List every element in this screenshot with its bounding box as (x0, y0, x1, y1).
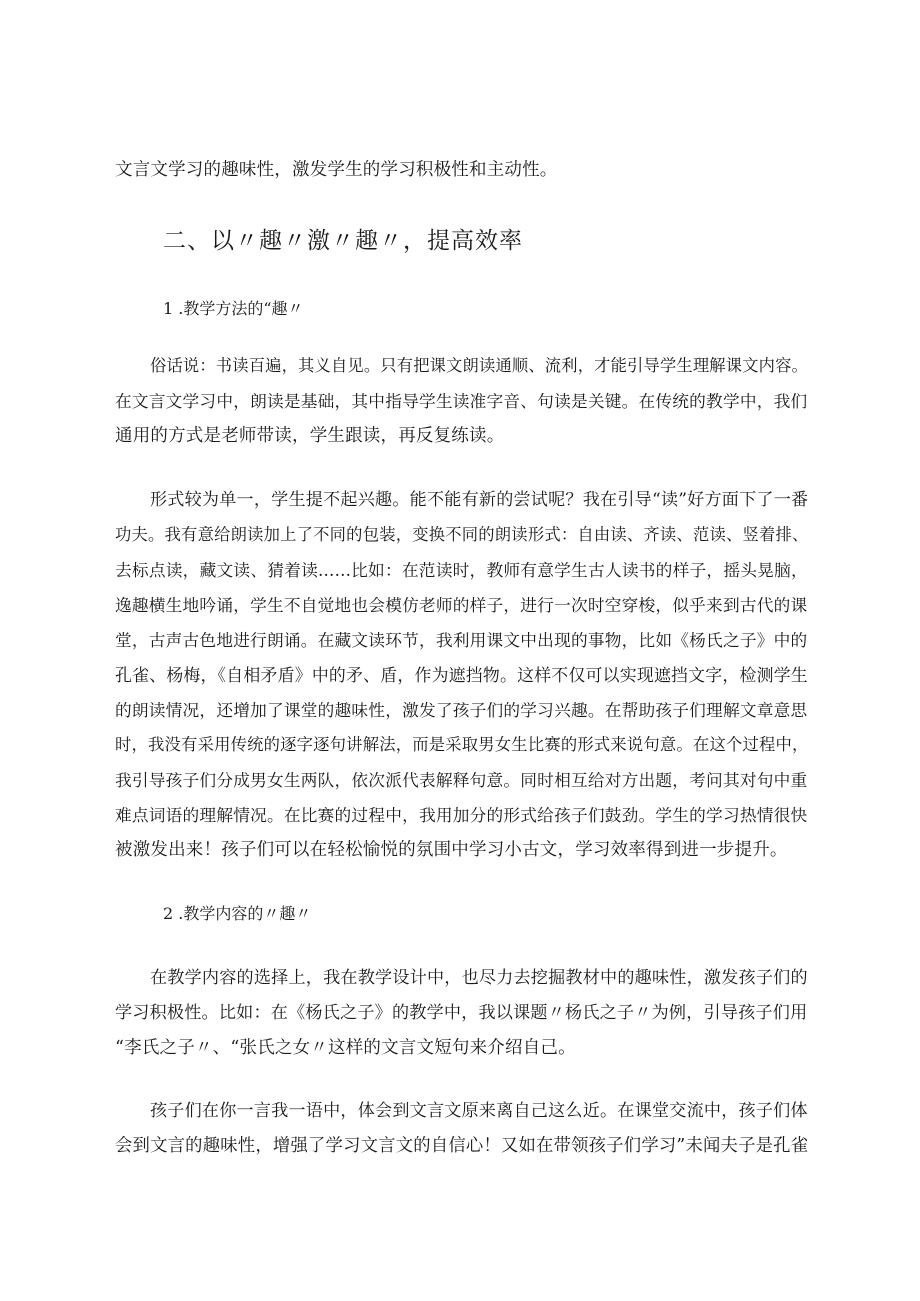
paragraph-line: 堂，古声古色地进行朗诵。在藏文读环节，我利用课文中出现的事物，比如《杨氏之子》中的 (115, 630, 808, 650)
paragraph-line: 孩子们在你一言我一语中，体会到文言文原来离自己这么近。在课堂交流中，孩子们体 (150, 1101, 808, 1121)
paragraph-line: 我引导孩子们分成男女生两队，依次派代表解释句意。同时相互给对方出题，考问其对句中重 (115, 770, 808, 790)
paragraph-line: 难点词语的理解情况。在比赛的过程中，我用加分的形式给孩子们鼓劲。学生的学习热情很快 (115, 805, 808, 825)
paragraph-line: 俗话说：书读百遍，其义自见。只有把课文朗读通顺、流利，才能引导学生理解课文内容。 (150, 356, 808, 375)
paragraph-line: 通用的方式是老师带读，学生跟读，再反复练读。 (115, 426, 505, 446)
paragraph-line: 形式较为单一，学生提不起兴趣。能不能有新的尝试呢？我在引导“读”好方面下了一番 (150, 490, 809, 510)
paragraph-line: 文言文学习的趣味性，激发学生的学习积极性和主动性。 (115, 160, 558, 180)
paragraph-line: 在教学内容的选择上，我在教学设计中，也尽力去挖掘教材中的趣味性，激发孩子们的 (150, 968, 808, 988)
paragraph-line: 在文言文学习中，朗读是基础，其中指导学生读准字音、句读是关键。在传统的教学中，我们 (115, 391, 808, 411)
subsection-heading-2: 2 .教学内容的〃趣〃 (163, 904, 312, 923)
paragraph-line: “李氏之子〃、“张氏之女〃这样的文言文短句来介绍自己。 (115, 1038, 576, 1058)
subsection-heading-1: 1 .教学方法的“趣〃 (163, 299, 304, 318)
paragraph-line: 逸趣横生地吟诵，学生不自觉地也会模仿老师的样子，进行一次时空穿梭，似乎来到古代的课 (115, 595, 808, 615)
paragraph-line: 的朗读情况，还增加了课堂的趣味性，激发了孩子们的学习兴趣。在帮助孩子们理解文章意思 (115, 700, 808, 720)
paragraph-line: 孔雀、杨梅，《自相矛盾》中的矛、盾，作为遮挡物。这样不仅可以实现遮挡文字，检测学生 (115, 665, 808, 685)
paragraph-line: 会到文言的趣味性，增强了学习文言文的自信心！又如在带领孩子们学习”未闻夫子是孔雀 (115, 1136, 809, 1156)
paragraph-line: 被激发出来！孩子们可以在轻松愉悦的氛围中学习小古文，学习效率得到进一步提升。 (115, 840, 788, 860)
paragraph-line: 时，我没有采用传统的逐字逐句讲解法，而是采取男女生比赛的形式来说句意。在这个过程中， (115, 735, 809, 754)
paragraph-line: 功夫。我有意给朗读加上了不同的包装，变换不同的朗读形式：自由读、齐读、范读、竖着排、 (115, 525, 809, 544)
section-heading: 二、以〃趣〃激〃趣〃，提高效率 (163, 228, 523, 254)
paragraph-line: 去标点读，藏文读、猜着读......比如：在范读时，教师有意学生古人读书的样子，摇头晃脑， (115, 560, 808, 580)
paragraph-line: 学习积极性。比如：在《杨氏之子》的教学中，我以课题〃杨氏之子〃为例，引导孩子们用 (115, 1003, 808, 1023)
